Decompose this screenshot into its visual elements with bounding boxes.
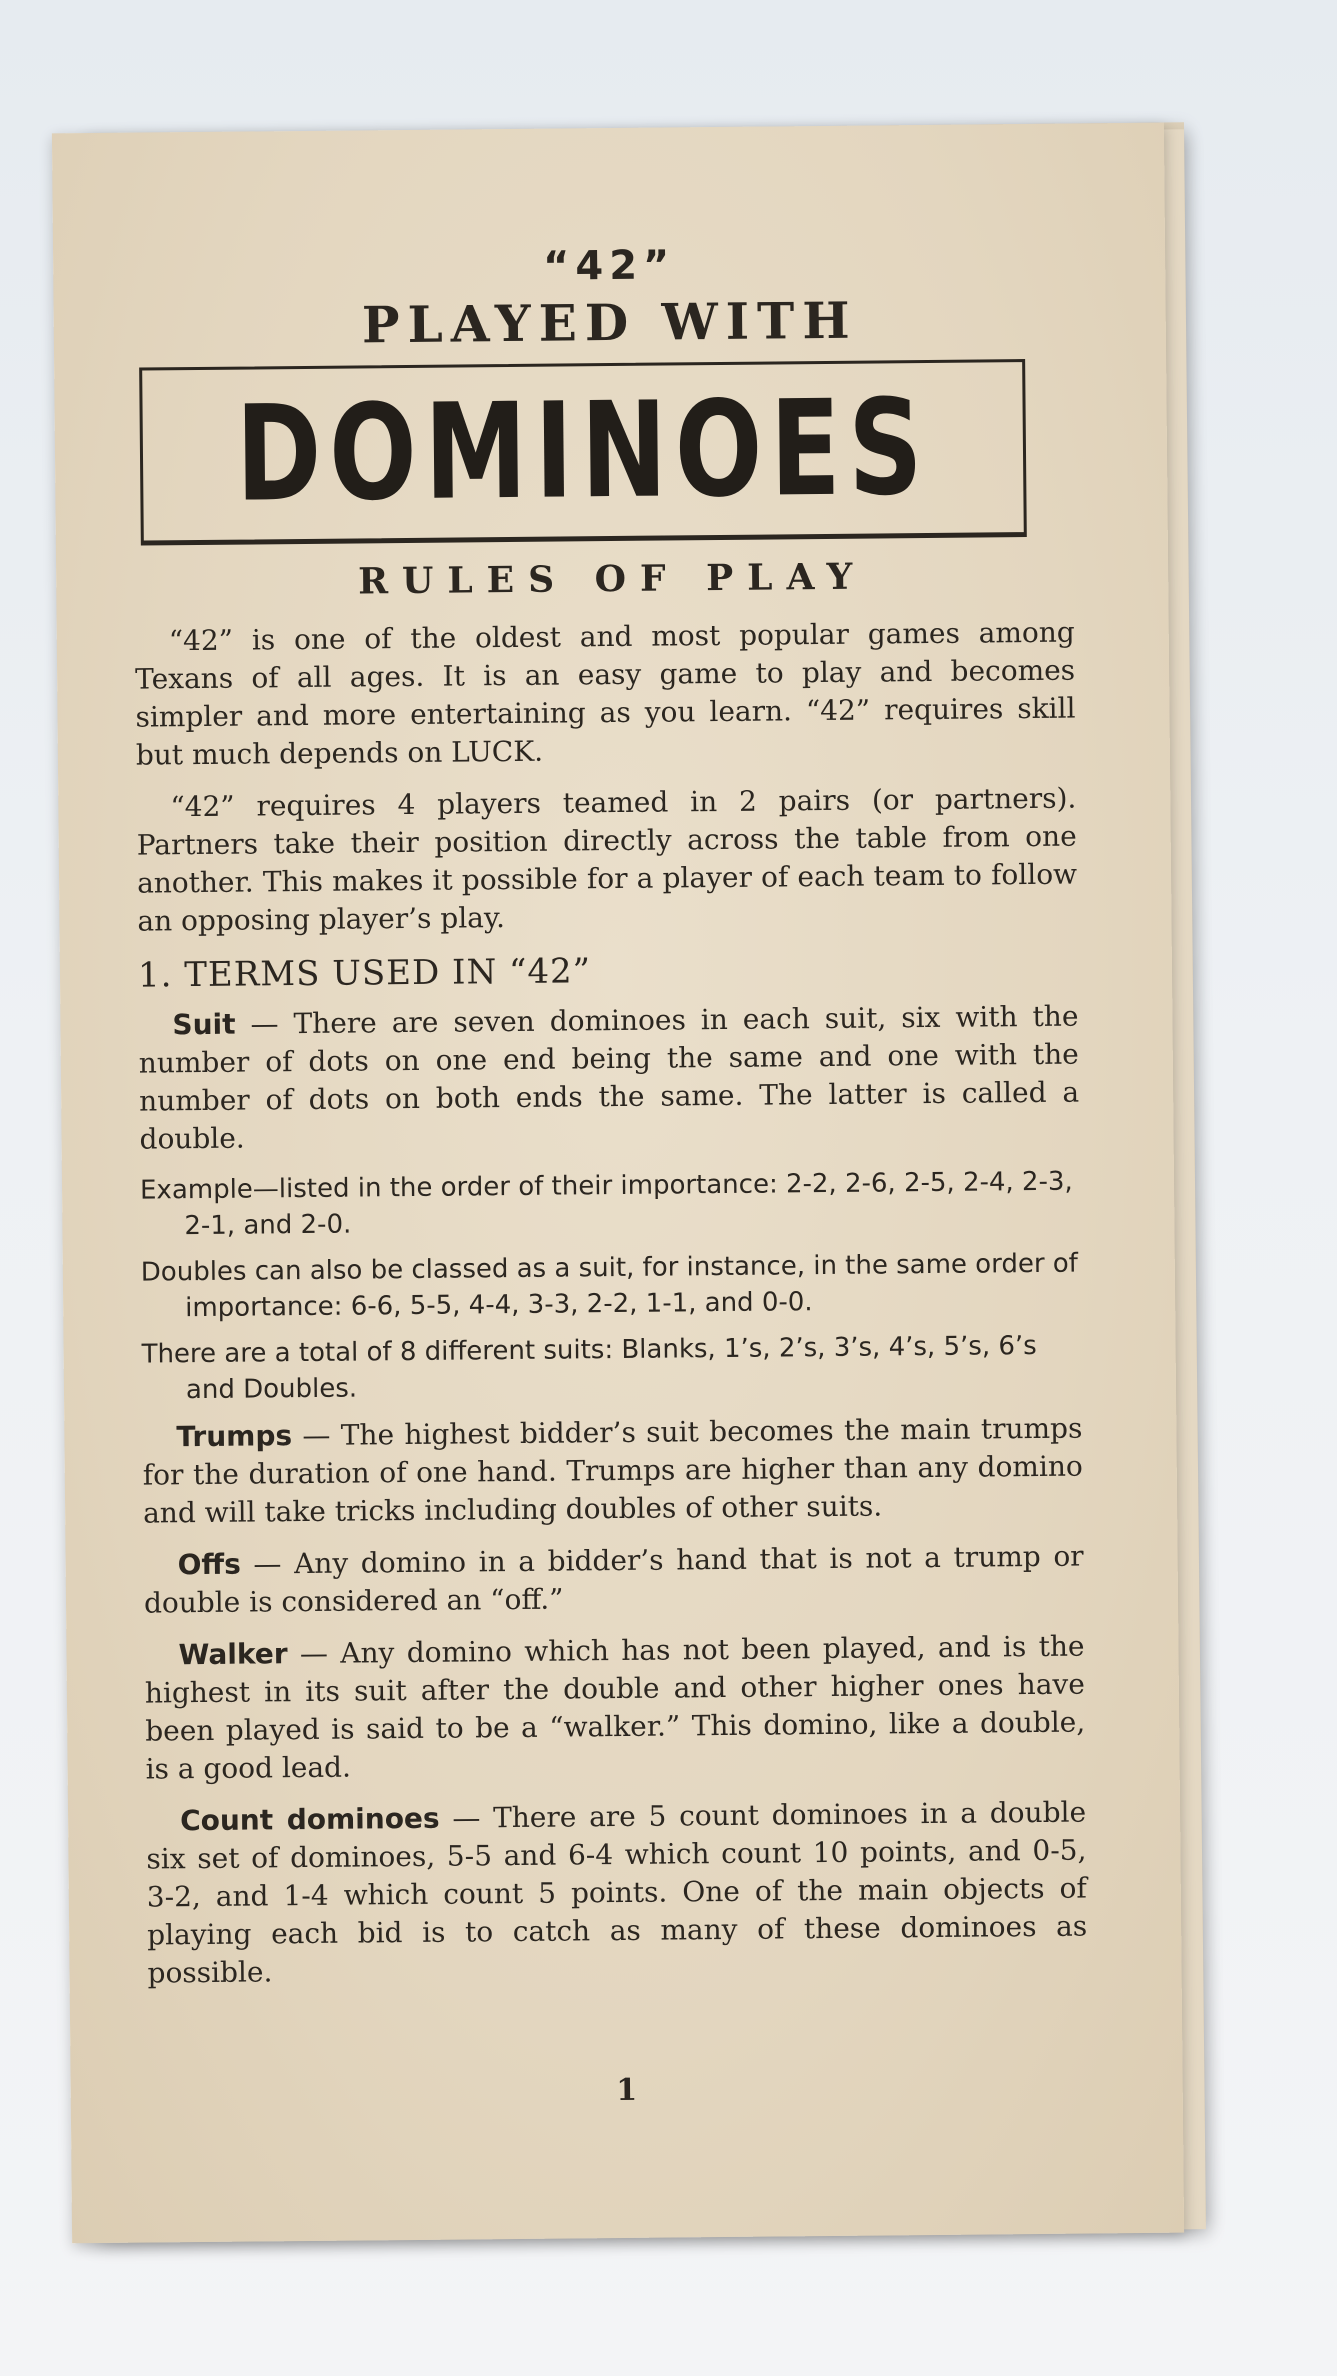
played-with-heading: PLAYED WITH — [361, 290, 858, 355]
intro-paragraph-2: “42” requires 4 players teamed in 2 pairs (or partners). Partners take their position directly across the table from one another. This makes it possible for a player of each team to follow an opposing player’s play. — [136, 781, 1078, 938]
term-count-label: Count dominoes — [179, 1801, 440, 1838]
term-walker — [144, 1628, 1085, 1789]
term-suit — [138, 998, 1079, 1159]
section-heading-terms: 1. TERMS USED IN “42” — [137, 951, 592, 996]
intro-paragraph-1: “42” is one of the oldest and most popular games among Texans of all ages. It is an easy game to play and becomes simpler and more entertaining as you learn. “42” requires skill but much depends on LUCK. — [134, 615, 1076, 772]
term-suit-label: Suit — [172, 1007, 236, 1042]
rules-subtitle: RULES OF PLAY — [357, 555, 867, 603]
game-number: “42” — [542, 242, 676, 290]
example-line-1: Example—listed in the order of their importance: 2-2, 2-6, 2-5, 2-4, 2-3, 2-1, and 2-0. — [139, 1166, 1073, 1242]
term-suit-text: — There are seven dominoes in each suit, six with the number of dots on one end being the same and one with the number of dots on both ends the same. The latter is called a double. — [138, 999, 1080, 1156]
term-trumps-text: — The highest bidder’s suit becomes the main trumps for the duration of one hand. Trumps are higher than any domino and will take tricks including doubles of other suits. — [142, 1411, 1083, 1530]
term-count-text: — There are 5 count dominoes in a double six set of dominoes, 5-5 and 6-4 which count 10 points, and 0-5, 3-2, and 1-4 which count 5 points. One of the main objects of playing each bid is to catch as many of these dominoes as possible. — [146, 1795, 1088, 1990]
term-offs — [143, 1538, 1084, 1623]
example-line-2: Doubles can also be classed as a suit, for instance, in the same order of importance: 6-6, 5-5, 4-4, 3-3, 2-2, 1-1, and 0-0. — [140, 1248, 1079, 1324]
rules-body — [135, 614, 1088, 2007]
title-box — [139, 359, 1027, 545]
page-number: 1 — [616, 2072, 638, 2109]
term-walker-label: Walker — [178, 1637, 288, 1672]
example-line-3: There are a total of 8 different suits: Blanks, 1’s, 2’s, 3’s, 4’s, 5’s, 6’s and Doubles. — [141, 1330, 1037, 1406]
term-walker-text: — Any domino which has not been played, and is the highest in its suit after the double and other higher ones have been played is said to be a “walker.” This domino, like a double, is a good lead. — [144, 1629, 1086, 1786]
term-offs-text: — Any domino in a bidder’s hand that is not a trump or double is considered an “off.” — [143, 1539, 1084, 1620]
term-offs-label: Offs — [177, 1547, 241, 1582]
term-count-dominoes — [146, 1794, 1088, 1993]
page-title: DOMINOES — [235, 370, 931, 532]
term-trumps — [142, 1410, 1083, 1533]
term-trumps-label: Trumps — [176, 1419, 293, 1454]
rule-sheet — [52, 123, 1184, 2244]
